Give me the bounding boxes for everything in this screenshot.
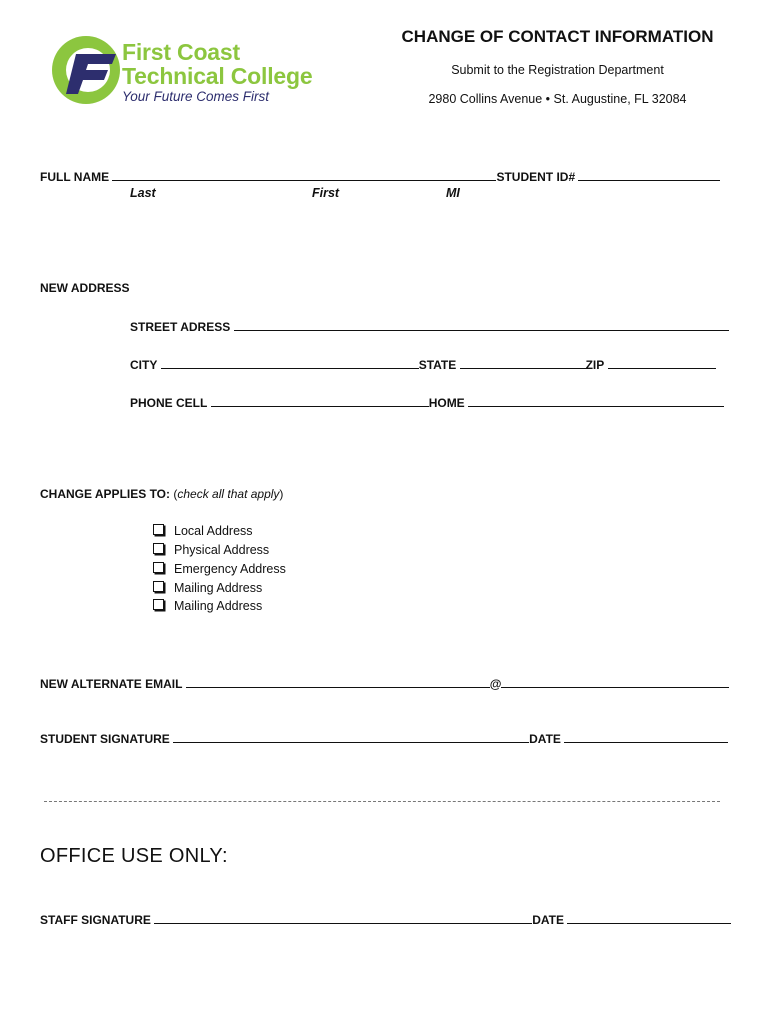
checkbox[interactable] [153,581,164,592]
option-label: Physical Address [174,543,270,557]
state-field[interactable] [460,356,586,369]
option-label: Mailing Address [174,581,263,595]
staff-signature-row [40,911,731,927]
checkbox[interactable] [153,524,164,535]
option-local-address[interactable] [153,524,253,538]
phone-cell-field[interactable] [211,394,429,407]
student-signature-row [40,730,728,746]
zip-field[interactable] [608,356,716,369]
option-physical-address[interactable] [153,543,269,557]
college-logo-mark-icon [50,34,130,106]
state-label: STATE [418,358,457,372]
option-label: Local Address [174,524,253,538]
street-address-field[interactable] [234,318,729,331]
middle-initial-caption: MI [446,186,460,200]
home-phone-field[interactable] [468,394,724,407]
college-logo-text [122,40,312,106]
home-phone-label: HOME [428,396,465,410]
phone-row [130,394,724,410]
student-signature-field[interactable] [173,730,529,743]
email-domain-field[interactable] [501,675,729,688]
city-label: CITY [130,358,158,372]
form-subtitle: Submit to the Registration Department [451,63,664,77]
email-row [40,675,729,691]
logo-line-1: First Coast [122,39,240,65]
full-name-field[interactable] [112,168,496,181]
alternate-email-label: NEW ALTERNATE EMAIL [40,677,183,691]
zip-label: ZIP [585,358,605,372]
new-address-heading: NEW ADDRESS [40,281,130,295]
option-mailing-address-2[interactable] [153,599,262,613]
change-applies-row [40,487,283,501]
change-applies-open-paren: ( [173,487,178,501]
street-address-label: STREET ADRESS [130,320,231,334]
last-name-caption: Last [130,186,156,200]
phone-cell-label: PHONE CELL [130,396,208,410]
student-date-field[interactable] [564,730,728,743]
college-address: 2980 Collins Avenue • St. Augustine, FL 32084 [428,92,687,106]
option-label: Emergency Address [174,562,286,576]
email-at-sign: @ [489,677,502,691]
option-emergency-address[interactable] [153,562,286,576]
change-applies-close-paren: ) [279,487,284,501]
student-date-label: DATE [529,732,561,746]
full-name-row [40,168,720,184]
change-applies-label: CHANGE APPLIES TO: [40,487,171,501]
staff-signature-field[interactable] [154,911,532,924]
full-name-label: FULL NAME [40,170,110,184]
student-id-field[interactable] [578,168,720,181]
form-title: CHANGE OF CONTACT INFORMATION [401,27,714,46]
city-row [130,356,716,372]
staff-date-label: DATE [532,913,565,927]
office-use-heading: OFFICE USE ONLY: [40,845,228,867]
student-id-label: STUDENT ID# [496,170,576,184]
option-mailing-address[interactable] [153,581,262,595]
section-divider [44,801,720,802]
logo-line-2: Technical College [122,63,313,89]
checkbox[interactable] [153,543,164,554]
first-name-caption: First [312,186,340,200]
street-row [130,318,729,334]
student-signature-label: STUDENT SIGNATURE [40,732,170,746]
staff-signature-label: STAFF SIGNATURE [40,913,151,927]
email-user-field[interactable] [186,675,490,688]
staff-date-field[interactable] [567,911,731,924]
change-applies-hint: check all that apply [177,487,280,501]
checkbox[interactable] [153,599,164,610]
option-label: Mailing Address [174,599,263,613]
logo-tagline: Your Future Comes First [122,89,270,104]
city-field[interactable] [161,356,419,369]
checkbox[interactable] [153,562,164,573]
